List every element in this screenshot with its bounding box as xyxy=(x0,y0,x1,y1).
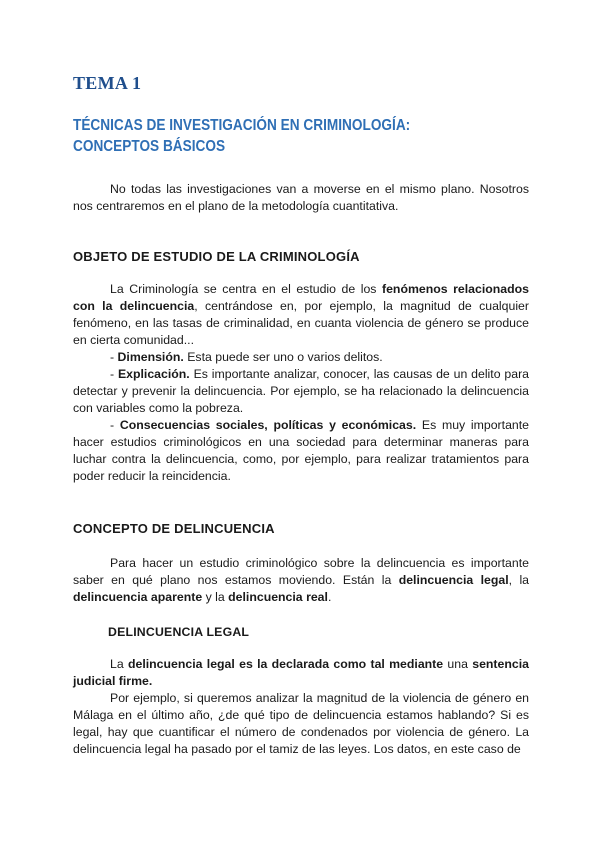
bold-span: delincuencia legal xyxy=(398,573,509,587)
text-span: . xyxy=(327,590,332,604)
text-span: La Criminología se centra en el estudio de los xyxy=(110,282,382,296)
subsection-heading-legal: DELINCUENCIA LEGAL xyxy=(108,625,250,639)
objeto-paragraph xyxy=(73,281,529,349)
text-span: Es muy importante hacer estudios criminológicos en una sociedad para determinar maneras para luchar contra la delincuencia, como, por ejemplo, para realizar tratamientos para poder reducir la reincidencia. xyxy=(73,418,530,483)
bold-span: delincuencia aparente xyxy=(73,590,203,604)
text-span: y la xyxy=(202,590,229,604)
text-span: Es importante analizar, conocer, las causas de un delito para detectar y prevenir la delincuencia. Por ejemplo, se ha relacionado la delincuencia con variables como la pobreza. xyxy=(73,367,529,415)
title-line-1: TÉCNICAS DE INVESTIGACIÓN EN CRIMINOLOGÍA: xyxy=(73,117,411,134)
dash: - xyxy=(110,367,118,381)
section-legal-body xyxy=(73,656,529,758)
intro-text: No todas las investigaciones van a moverse en el mismo plano. Nosotros nos centraremos en el plano de la metodología cuantitativa. xyxy=(73,182,529,213)
dash: - xyxy=(110,350,118,364)
page-title xyxy=(73,115,478,157)
text-span: Esta puede ser uno o varios delitos. xyxy=(183,350,383,364)
text-span: Para hacer un estudio criminológico sobre la delincuencia es importante saber en qué plano nos estamos moviendo. Están la xyxy=(73,556,529,587)
section-heading-objeto: OBJETO DE ESTUDIO DE LA CRIMINOLOGÍA xyxy=(73,249,360,264)
chapter-label: TEMA 1 xyxy=(73,73,142,93)
section-concepto-body xyxy=(73,555,529,606)
section-heading-concepto: CONCEPTO DE DELINCUENCIA xyxy=(73,521,275,536)
text-span: La xyxy=(110,657,128,671)
text-span: , la xyxy=(508,573,530,587)
explicacion-item xyxy=(73,366,529,417)
legal-example-paragraph: Por ejemplo, si queremos analizar la magnitud de la violencia de género en Málaga en el último año, ¿de qué tipo de delincuencia estamos hablando? Si es legal, hay que cuantificar el número de condenados por violencia de género. La delincuencia legal ha pasado por el tamiz de las leyes. Los datos, en este caso de xyxy=(73,691,529,756)
bold-span: fenómenos relacionados con la delincuencia xyxy=(73,282,529,313)
title-line-2: CONCEPTOS BÁSICOS xyxy=(73,138,226,155)
bold-label: Dimensión. xyxy=(117,350,184,364)
bold-label: Explicación. xyxy=(117,367,190,381)
concepto-paragraph xyxy=(73,555,529,606)
text-span: una xyxy=(443,657,473,671)
bold-span: delincuencia real xyxy=(228,590,328,604)
legal-definition xyxy=(73,656,529,690)
bold-span: delincuencia legal es la declarada como tal mediante xyxy=(127,657,444,671)
consecuencias-item xyxy=(73,417,529,485)
bold-label: Consecuencias sociales, políticas y económicas. xyxy=(119,418,417,432)
dimension-item xyxy=(73,349,529,366)
intro-paragraph xyxy=(73,181,529,215)
dash: - xyxy=(110,418,120,432)
text-span: , centrándose en, por ejemplo, la magnitud de cualquier fenómeno, en las tasas de criminalidad, en cuanta violencia de género se produce en cierta comunidad... xyxy=(73,299,529,347)
section-objeto-body xyxy=(73,281,529,485)
bold-span: sentencia judicial firme. xyxy=(73,657,529,688)
